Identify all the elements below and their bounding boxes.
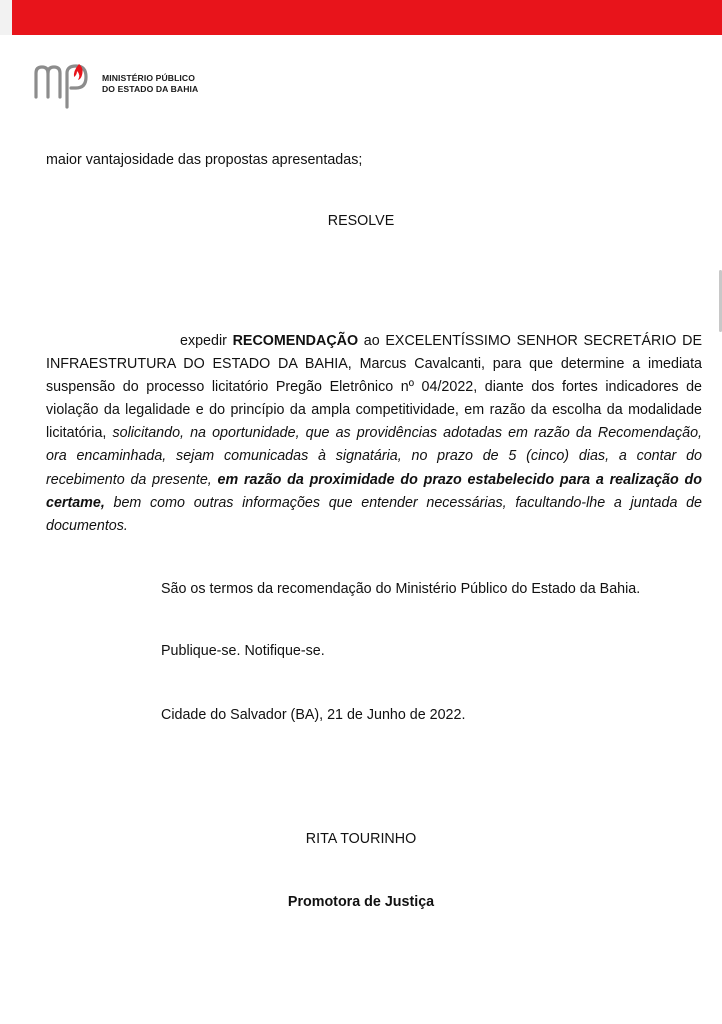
publish-line: Publique-se. Notifique-se. — [161, 643, 325, 659]
first-line: maior vantajosidade das propostas apresentadas; — [46, 152, 363, 168]
org-name-line2: DO ESTADO DA BAHIA — [102, 84, 199, 94]
resolve-heading: RESOLVE — [327, 213, 395, 229]
header-red-band — [12, 0, 722, 35]
paragraph-italic-2: bem como outras informações que entender necessárias, facultando-lhe a juntada de documentos. — [46, 494, 702, 534]
place-date-line: Cidade do Salvador (BA), 21 de Junho de 2022. — [161, 707, 466, 723]
paragraph-text-1: expedir — [180, 333, 233, 349]
org-name-line1: MINISTÉRIO PÚBLICO — [102, 73, 195, 83]
terms-line: São os termos da recomendação do Ministério Público do Estado da Bahia. — [161, 581, 641, 597]
signer-title: Promotora de Justiça — [287, 894, 435, 910]
paragraph-text-2: ao EXCELENTÍSSIMO SENHOR SECRETÁRIO DE INFRAESTRUTURA DO ESTADO DA BAHIA, Marcus Cavalcanti, para que determine a imediata suspensão do processo licitatório Pregão Eletrônico nº 04/2022, diante dos fortes indicadores de violação da legalidade e do princípio da ampla competitividade, em razão da escolha da modalidade licitatória, — [46, 333, 702, 442]
mp-logo-icon — [34, 57, 98, 111]
org-logo — [34, 57, 198, 111]
paragraph-italic-1: solicitando, na oportunidade, que as providências adotadas em razão da Recomendação, ora encaminhada, sejam comunicadas à signatária, no prazo de 5 (cinco) dias, a contar do recebimento da presente, — [46, 425, 703, 488]
recommendation-keyword: RECOMENDAÇÃO — [232, 333, 359, 349]
page-corner-shade — [0, 0, 12, 35]
recommendation-paragraph — [46, 330, 702, 538]
signer-name: RITA TOURINHO — [305, 831, 417, 847]
paragraph-bold-italic: em razão da proximidade do prazo estabelecido para a realização do certame, — [46, 471, 702, 511]
org-name — [102, 73, 198, 95]
